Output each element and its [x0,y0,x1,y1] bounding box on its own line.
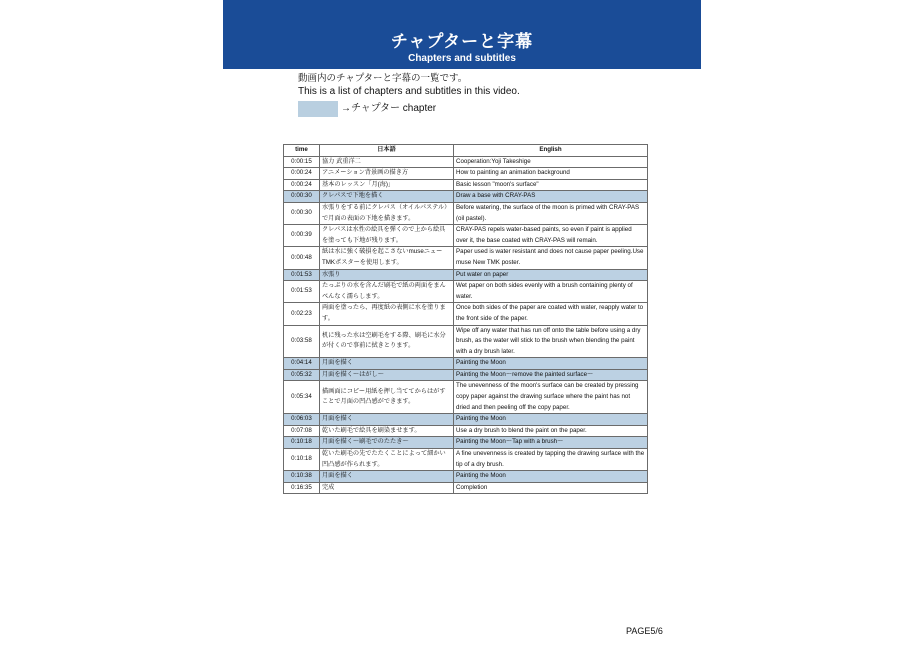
table-row [284,325,648,358]
time-cell: 0:00:39 [284,225,320,247]
japanese-cell: 描画面にコピー用紙を押し当ててからはがすことで月面の凹凸感ができます。 [320,381,454,414]
column-header-time: time [284,145,320,157]
table-row [284,225,648,247]
japanese-cell: 月面を描く～はがし～ [320,369,454,381]
time-cell: 0:10:18 [284,449,320,471]
english-cell: Cooperation:Yoji Takeshige [454,156,648,168]
japanese-cell: 乾いた刷毛で絵具を刷染ませます。 [320,425,454,437]
time-cell: 0:05:32 [284,369,320,381]
japanese-cell: 月面を描く [320,414,454,426]
english-cell: A fine unevenness is created by tapping the drawing surface with the tip of a dry brush. [454,449,648,471]
japanese-cell: 完成 [320,482,454,494]
time-cell: 0:00:30 [284,202,320,224]
intro-text-japanese: 動画内のチャプターと字幕の一覧です。 [298,73,468,84]
japanese-cell: 机に残った水は空刷毛をする際、刷毛に水分が付くので事前に拭きとります。 [320,325,454,358]
japanese-cell: 基本のレッスン「月(海)」 [320,179,454,191]
time-cell: 0:00:15 [284,156,320,168]
english-cell: Painting the Moon [454,358,648,370]
japanese-cell: クレパスで下地を描く [320,191,454,203]
chapter-row [284,358,648,370]
japanese-cell: 月面を描く [320,471,454,483]
time-cell: 0:04:14 [284,358,320,370]
table-row [284,247,648,269]
english-cell: Basic lesson "moon's surface" [454,179,648,191]
english-cell: Use a dry brush to blend the paint on the paper. [454,425,648,437]
table-row [284,156,648,168]
chapter-row [284,414,648,426]
english-cell: Before watering, the surface of the moon is primed with CRAY-PAS (oil pastel). [454,202,648,224]
time-cell: 0:03:58 [284,325,320,358]
page-title-english: Chapters and subtitles [408,53,516,64]
chapter-row [284,369,648,381]
column-header-english: English [454,145,648,157]
table-row [284,179,648,191]
chapter-row [284,269,648,281]
table-header-row [284,145,648,157]
time-cell: 0:00:48 [284,247,320,269]
english-cell: Completion [454,482,648,494]
table-row [284,381,648,414]
time-cell: 0:07:08 [284,425,320,437]
chapter-row [284,191,648,203]
english-cell: Painting the Moon～remove the painted surface～ [454,369,648,381]
english-cell: CRAY-PAS repels water-based paints, so even if paint is applied over it, the base coated with CRAY-PAS will remain. [454,225,648,247]
japanese-cell: アニメーション背景画の描き方 [320,168,454,180]
chapter-legend-label: →チャプター chapter [341,103,437,114]
subtitles-table [283,144,648,494]
table-row [284,202,648,224]
japanese-cell: 協力 武重洋二 [320,156,454,168]
english-cell: Wipe off any water that has run off onto the table before using a dry brush, as the water will stick to the brush when blending the paint with a dry brush later. [454,325,648,358]
japanese-cell: 月面を描く [320,358,454,370]
time-cell: 0:01:53 [284,281,320,303]
column-header-japanese: 日本語 [320,145,454,157]
page-title-japanese: チャプターと字幕 [390,32,534,52]
english-cell: Painting the Moon～Tap with a brush～ [454,437,648,449]
intro-text-english: This is a list of chapters and subtitles in this video. [298,86,520,97]
japanese-cell: クレパスは水性の絵具を弾くので上から絵具を塗っても下地が残ります。 [320,225,454,247]
table-row [284,482,648,494]
time-cell: 0:02:23 [284,303,320,325]
japanese-cell: 紙は水に強く破損を起こさないmuseニューTMKポスターを使用します。 [320,247,454,269]
time-cell: 0:05:34 [284,381,320,414]
page-number: PAGE5/6 [626,626,663,636]
chapter-row [284,437,648,449]
japanese-cell: たっぷりの水を含んだ刷毛で紙の両面をまんべんなく濡らします。 [320,281,454,303]
english-cell: Wet paper on both sides evenly with a brush containing plenty of water. [454,281,648,303]
english-cell: Once both sides of the paper are coated with water, reapply water to the front side of the paper. [454,303,648,325]
english-cell: Draw a base with CRAY-PAS [454,191,648,203]
english-cell: Painting the Moon [454,471,648,483]
japanese-cell: 乾いた刷毛の先でたたくことによって細かい凹凸感が作られます。 [320,449,454,471]
time-cell: 0:00:30 [284,191,320,203]
table-row [284,168,648,180]
chapter-legend-swatch [298,101,338,117]
table-row [284,449,648,471]
time-cell: 0:16:35 [284,482,320,494]
japanese-cell: 月面を描く～刷毛でのたたき～ [320,437,454,449]
title-banner [223,0,701,69]
english-cell: How to painting an animation background [454,168,648,180]
time-cell: 0:10:18 [284,437,320,449]
english-cell: Painting the Moon [454,414,648,426]
japanese-cell: 両面を塗ったら、再度紙の表側に水を塗ります。 [320,303,454,325]
table-row [284,303,648,325]
english-cell: Paper used is water resistant and does not cause paper peeling.Use muse New TMK poster. [454,247,648,269]
time-cell: 0:00:24 [284,168,320,180]
table-row [284,425,648,437]
time-cell: 0:00:24 [284,179,320,191]
time-cell: 0:10:38 [284,471,320,483]
japanese-cell: 水張り [320,269,454,281]
time-cell: 0:01:53 [284,269,320,281]
table-row [284,281,648,303]
english-cell: The unevenness of the moon's surface can be created by pressing copy paper against the drawing surface where the paint has not dried and then peeling off the copy paper. [454,381,648,414]
time-cell: 0:06:03 [284,414,320,426]
japanese-cell: 水張りをする前にクレパス（オイルパステル）で月面の表面の下地を描きます。 [320,202,454,224]
english-cell: Put water on paper [454,269,648,281]
chapter-row [284,471,648,483]
